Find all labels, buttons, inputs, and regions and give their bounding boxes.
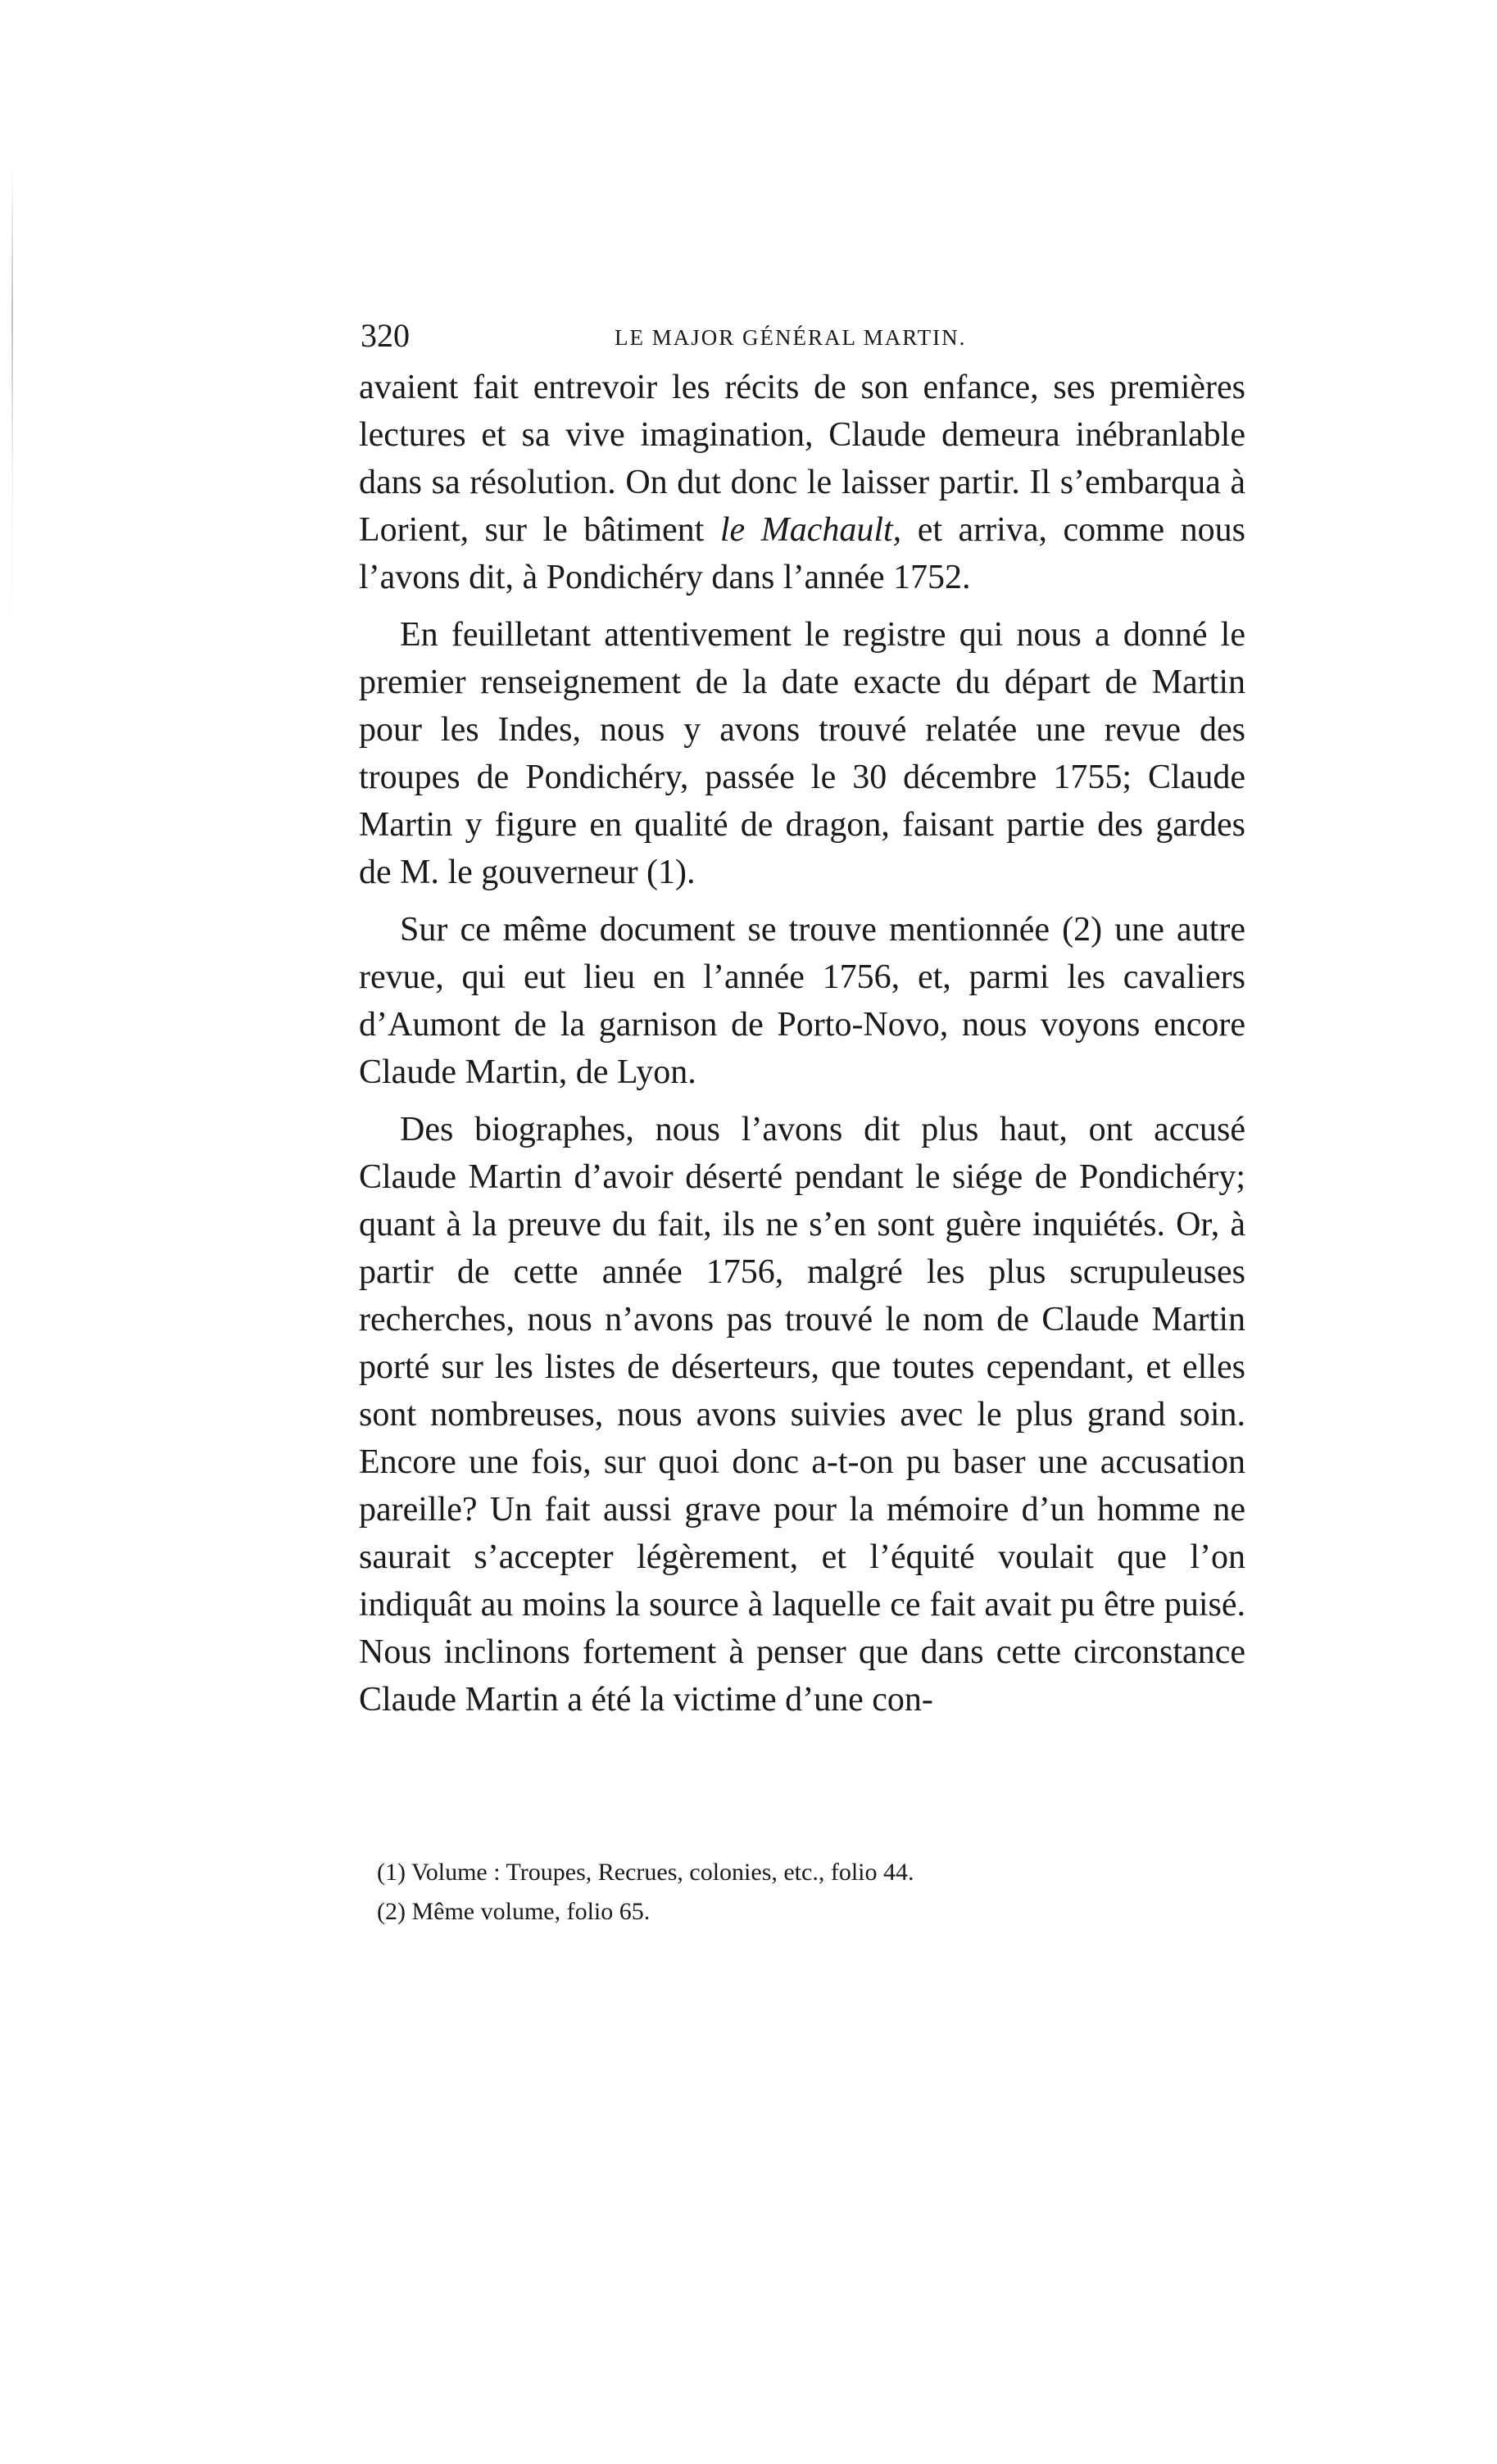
running-title: LE MAJOR GÉNÉRAL MARTIN. [615,325,967,350]
footnote-1: (1) Volume : Troupes, Recrues, colonies, etc., folio 44. [377,1859,914,1886]
paragraph-1-part-a: avaient fait entrevoir les récits de son enfance, ses premières lectures et sa vive imagination, Claude demeura inébranlable dans sa résolution. On dut donc le laisser partir. Il s’embarqua à Lorient, sur le bâtiment [359,369,1245,549]
paragraph-1 [359,364,1245,601]
ship-name: le Machault, [719,511,902,549]
paragraph-4: Des biographes, nous l’avons dit plus haut, ont accusé Claude Martin d’avoir déserté pendant le siége de Pondichéry; quant à la preuve du fait, ils ne s’en sont guère inquiétés. Or, à partir de cette année 1756, malgré les plus scrupuleuses recherches, nous n’avons pas trouvé le nom de Claude Martin porté sur les listes de déserteurs, que toutes cependant, et elles sont nombreuses, nous avons suivies avec le plus grand soin. Encore une fois, sur quoi donc a-t-on pu baser une accusation pareille? Un fait aussi grave pour la mémoire d’un homme ne saurait s’accepter légèrement, et l’équité voulait que l’on indiquât au moins la source à laquelle ce fait avait pu être puisé. Nous inclinons fortement à penser que dans cette circonstance Claude Martin a été la victime d’une con- [359,1111,1245,1719]
paragraph-3: Sur ce même document se trouve mentionnée (2) une autre revue, qui eut lieu en l’année 1756, et, parmi les cavaliers d’Aumont de la garnison de Porto-Novo, nous voyons encore Claude Martin, de Lyon. [359,911,1245,1091]
page-number: 320 [361,317,410,354]
paragraph-1-part-b: et arriva, comme nous l’avons dit, à Pondichéry dans l’année 1752. [359,511,1245,596]
footnote-2: (2) Même volume, folio 65. [377,1898,651,1925]
running-head [361,316,1245,365]
scan-edge-artifact [11,164,13,623]
paragraph-2: En feuilletant attentivement le registre qui nous a donné le premier renseignement de la date exacte du départ de Martin pour les Indes, nous y avons trouvé relatée une revue des troupes de Pondichéry, passée le 30 décembre 1755; Claude Martin y figure en qualité de dragon, faisant partie des gardes de M. le gouverneur (1). [359,616,1245,891]
footnotes [377,1853,1245,1932]
body-text [359,364,1245,1733]
